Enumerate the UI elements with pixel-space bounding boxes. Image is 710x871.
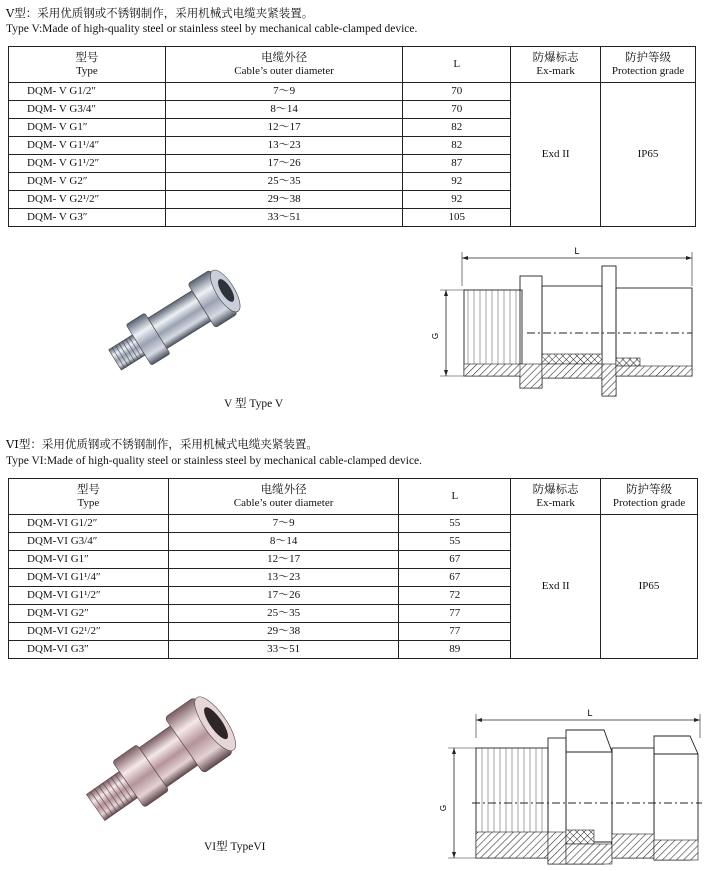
row-l: 92 — [403, 173, 511, 191]
row-l: 89 — [399, 641, 511, 659]
row-l: 70 — [403, 101, 511, 119]
dimension-label-g: G — [431, 332, 440, 340]
row-l: 67 — [399, 569, 511, 587]
row-diameter: 7～9 — [165, 83, 403, 101]
row-type: DQM- V G1″ — [9, 119, 166, 137]
row-type: DQM- V G2″ — [9, 173, 166, 191]
row-diameter: 12～17 — [165, 119, 403, 137]
row-type: DQM-VI G2″ — [9, 605, 169, 623]
row-l: 92 — [403, 191, 511, 209]
row-type: DQM-VI G1″ — [9, 551, 169, 569]
section-v-intro-cn: V型：采用优质钢或不锈钢制作，采用机械式电缆夹紧装置。 — [6, 6, 314, 20]
dimension-label-g: G — [439, 804, 448, 812]
row-type: DQM-VI G1¹/2″ — [9, 587, 169, 605]
ex-mark-value: Exd II — [511, 83, 601, 227]
row-type: DQM-VI G1¹/4″ — [9, 569, 169, 587]
row-type: DQM- V G1/2″ — [9, 83, 166, 101]
row-type: DQM- V G3/4″ — [9, 101, 166, 119]
type-v-spec-table — [8, 46, 696, 227]
row-diameter: 25～35 — [165, 173, 403, 191]
header-l: L — [399, 479, 511, 515]
row-type: DQM- V G3″ — [9, 209, 166, 227]
row-diameter: 12～17 — [168, 551, 399, 569]
header-type: 型号 Type — [9, 47, 166, 83]
dimension-label-l: L — [587, 708, 593, 718]
row-l: 77 — [399, 623, 511, 641]
row-diameter: 25～35 — [168, 605, 399, 623]
row-l: 87 — [403, 155, 511, 173]
row-diameter: 33～51 — [165, 209, 403, 227]
type-v-caption: V 型 Type V — [224, 398, 284, 410]
row-l: 70 — [403, 83, 511, 101]
row-diameter: 17～26 — [168, 587, 399, 605]
row-diameter: 17～26 — [165, 155, 403, 173]
row-diameter: 8～14 — [168, 533, 399, 551]
row-l: 67 — [399, 551, 511, 569]
header-protection: 防护等级 Protection grade — [601, 479, 698, 515]
row-type: DQM-VI G2¹/2″ — [9, 623, 169, 641]
header-diameter: 电缆外径 Cable’s outer diameter — [168, 479, 399, 515]
header-l: L — [403, 47, 511, 83]
type-vi-caption: VI型 TypeVI — [204, 841, 266, 853]
row-type: DQM-VI G3/4″ — [9, 533, 169, 551]
row-type: DQM- V G2¹/2″ — [9, 191, 166, 209]
type-v-technical-drawing — [432, 246, 702, 401]
header-diameter: 电缆外径 Cable’s outer diameter — [165, 47, 403, 83]
section-vi-intro-en: Type VI:Made of high-quality steel or stainless steel by mechanical cable-clamped device. — [6, 455, 423, 467]
row-diameter: 7～9 — [168, 515, 399, 533]
row-l: 77 — [399, 605, 511, 623]
protection-value: IP65 — [601, 515, 698, 659]
table-row — [9, 515, 698, 533]
type-vi-technical-drawing — [432, 708, 707, 868]
type-vi-spec-table — [8, 478, 698, 659]
row-l: 55 — [399, 515, 511, 533]
row-l: 55 — [399, 533, 511, 551]
table-header-row — [9, 47, 696, 83]
row-diameter: 8～14 — [165, 101, 403, 119]
row-diameter: 13～23 — [165, 137, 403, 155]
row-type: DQM- V G1¹/2″ — [9, 155, 166, 173]
header-ex-mark: 防爆标志 Ex-mark — [511, 479, 601, 515]
row-type: DQM-VI G1/2″ — [9, 515, 169, 533]
row-diameter: 33～51 — [168, 641, 399, 659]
table-header-row — [9, 479, 698, 515]
row-diameter: 29～38 — [168, 623, 399, 641]
type-vi-cable-gland-photo — [70, 690, 250, 830]
row-l: 72 — [399, 587, 511, 605]
header-type: 型号 Type — [9, 479, 169, 515]
row-diameter: 29～38 — [165, 191, 403, 209]
row-type: DQM- V G1¹/4″ — [9, 137, 166, 155]
header-protection: 防护等级 Protection grade — [601, 47, 696, 83]
ex-mark-value: Exd II — [511, 515, 601, 659]
protection-value: IP65 — [601, 83, 696, 227]
row-l: 82 — [403, 119, 511, 137]
row-l: 82 — [403, 137, 511, 155]
row-diameter: 13～23 — [168, 569, 399, 587]
section-vi-intro-cn: VI型：采用优质钢或不锈钢制作，采用机械式电缆夹紧装置。 — [6, 437, 318, 451]
type-v-cable-gland-photo — [95, 258, 255, 383]
section-v-intro-en: Type V:Made of high-quality steel or stainless steel by mechanical cable-clamped device. — [6, 23, 418, 35]
header-ex-mark: 防爆标志 Ex-mark — [511, 47, 601, 83]
table-row — [9, 83, 696, 101]
row-type: DQM-VI G3″ — [9, 641, 169, 659]
row-l: 105 — [403, 209, 511, 227]
dimension-label-l: L — [574, 246, 580, 256]
